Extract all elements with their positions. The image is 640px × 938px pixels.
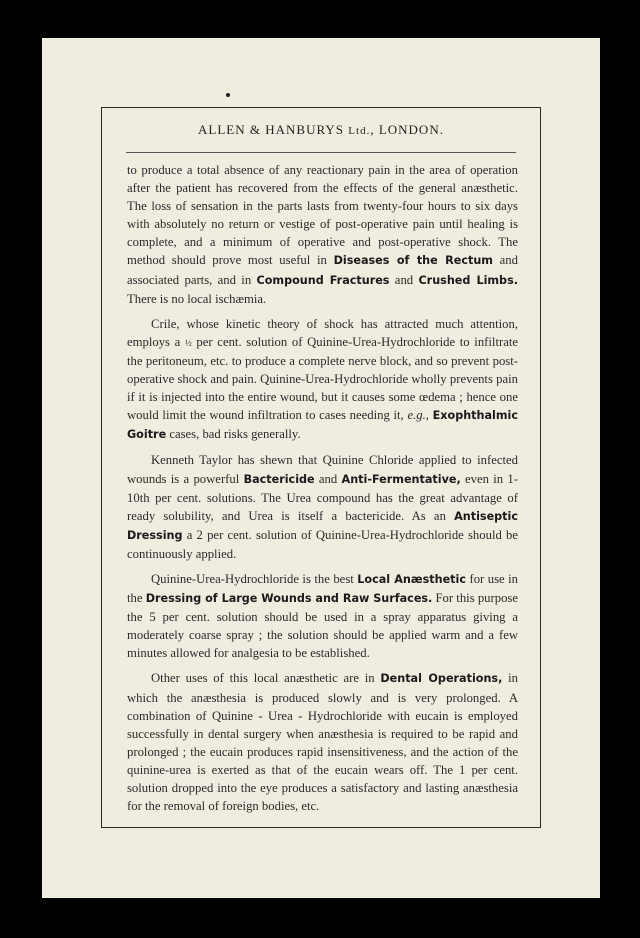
page-header: [102, 122, 540, 138]
bold-term: Bactericide: [243, 472, 315, 486]
ink-dot: [226, 93, 230, 97]
text-run: per cent. solution of Quinine-Urea-Hydrochloride to infiltrate the peritoneum, etc. to produce a complete nerve block, and so prevent post-operative shock and pain. Quinine-Urea-Hydrochloride wholly prevents pain if it is injected into the entire wound, but it causes some œdema ; hence one would limit the wound infiltration to cases needing it,: [127, 334, 518, 423]
paragraph-3: [127, 451, 518, 563]
text-run: for use in the: [127, 571, 518, 606]
page-sheet: [42, 38, 600, 898]
bold-term: Local Anæsthetic: [357, 572, 466, 586]
paragraph-5: [127, 669, 518, 815]
paragraph-1: [127, 161, 518, 308]
text-run: Kenneth Taylor has shewn that Quinine Chloride applied to infected wounds is a powerful: [127, 453, 518, 486]
header-ltd: Ltd.: [348, 125, 371, 137]
paragraph-2: [127, 315, 518, 445]
bold-term: Diseases of the Rectum: [333, 254, 493, 268]
bold-term: Antiseptic Dressing: [127, 509, 518, 542]
text-run: even in 1-10th per cent. solutions. The Urea compound has the great advantage of ready solubility, and Urea is itself a bactericide. As an: [127, 471, 518, 523]
italic-term: e.g.,: [407, 408, 429, 423]
body-text: [127, 161, 518, 822]
paragraph-4: [127, 570, 518, 662]
bold-term: Anti-Fermentative,: [341, 472, 461, 486]
bold-term: Crushed Limbs.: [418, 273, 518, 287]
text-run: to produce a total absence of any reactionary pain in the area of operation after the patient has recovered from the effects of the general anæsthetic. The loss of sensation in the parts lasts from twenty-four hours to six days with absolutely no return or vestige of post-operative pain until healing is complete, and a minimum of operative and post-operative shock. The method should prove most useful in: [127, 163, 518, 268]
header-rule: [126, 152, 516, 153]
page-border: [101, 107, 541, 828]
text-run: and: [389, 272, 419, 287]
text-run: cases, bad risks generally.: [166, 427, 301, 442]
text-run: and: [314, 471, 342, 486]
bold-term: Dental Operations,: [380, 672, 503, 686]
text-run: For this purpose the 5 per cent. solution should be used in a spray apparatus giving a moderately coarse spray ; the solution should be applied warm and a few minutes allowed for analgesia to be established.: [127, 591, 518, 661]
text-run: Other uses of this local anæsthetic are in: [151, 671, 381, 686]
text-run: in which the anæsthesia is produced slowly and is very prolonged. A combination of Quinine - Urea - Hydrochloride with eucain is employed successfully in dental surgery when anæsthesia is required to be rapid and prolonged ; the eucain produces rapid insensitiveness, and the action of the quinine-urea is exerted as that of the eucain wears off. The 1 per cent. solution dropped into the eye produces a satisfactory and lasting anæsthesia for the removal of foreign bodies, etc.: [127, 671, 518, 814]
text-run: Crile, whose kinetic theory of shock has attracted much attention, employs a: [127, 316, 518, 349]
fraction: ½: [185, 337, 192, 348]
text-run: Quinine-Urea-Hydrochloride is the best: [151, 571, 358, 586]
header-city: , LONDON.: [370, 122, 444, 137]
bold-term: Exophthalmic Goitre: [127, 409, 518, 442]
text-run: There is no local ischæmia.: [127, 291, 267, 306]
bold-term: Dressing of Large Wounds and Raw Surfaces.: [145, 592, 433, 606]
bold-term: Compound Fractures: [256, 273, 390, 287]
header-company: ALLEN & HANBURYS: [198, 122, 349, 137]
text-run: a 2 per cent. solution of Quinine-Urea-Hydrochloride should be continuously applied.: [127, 527, 518, 561]
text-run: and associated parts, and in: [127, 253, 518, 287]
